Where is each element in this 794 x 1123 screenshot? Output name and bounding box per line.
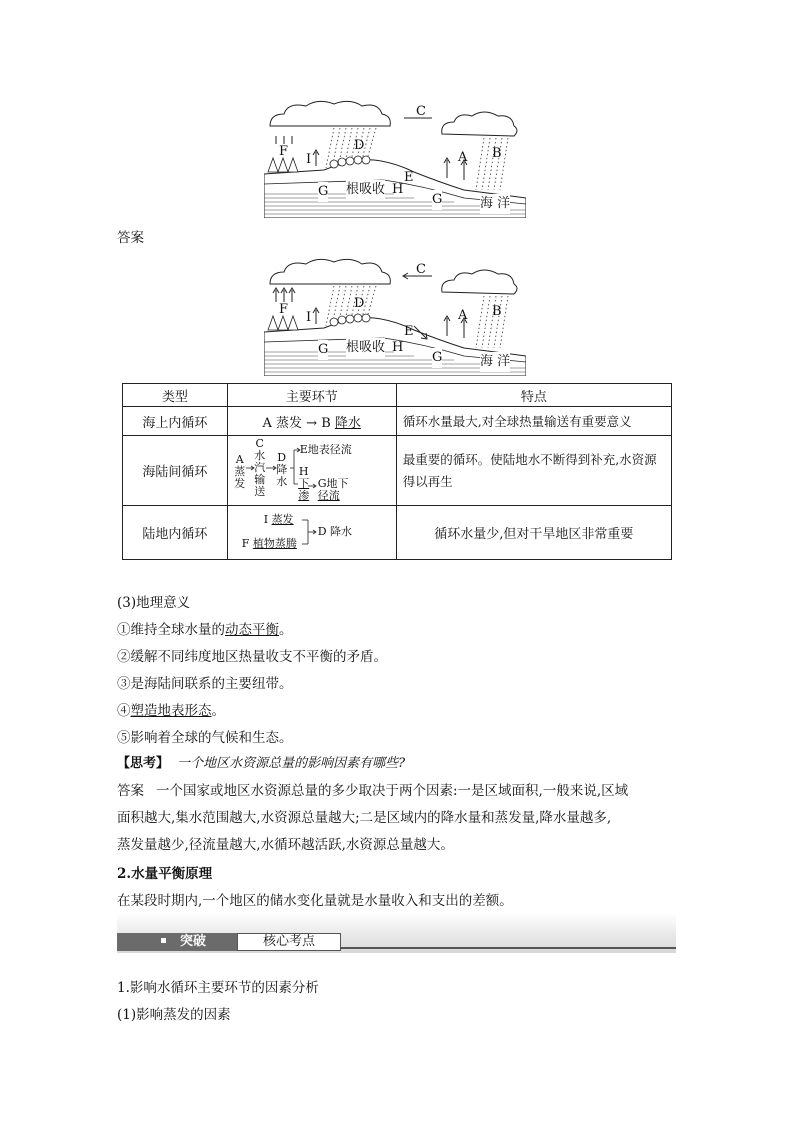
significance-item: ①维持全球水量的动态平衡。 (117, 622, 293, 638)
think-tag: 【思考】 (117, 756, 170, 771)
section-title: 2.水量平衡原理 (117, 866, 213, 882)
ocean-label: 海 洋 (480, 194, 510, 214)
transpiration-f: F 植物蒸腾 (241, 536, 297, 550)
label-e: E (404, 324, 414, 339)
root-absorb-label: 根吸收 (346, 338, 385, 358)
ocean-label: 海 洋 (480, 352, 510, 372)
table-header: 主要环节 (227, 384, 396, 407)
think-answer-label: 答案 (117, 783, 144, 799)
label-h: H (392, 182, 404, 197)
table-row (123, 407, 672, 436)
banner-tag-dark: 突破 (117, 933, 237, 951)
label-e: E (404, 170, 414, 185)
water-cycle-diagram-answer (264, 256, 526, 376)
think-answer-line: 蒸发量越少,径流量越大,水循环越活跃,水资源总量越大。 (117, 837, 454, 853)
label-g2: G (432, 348, 442, 368)
cycle-feature: 最重要的循环。使陆地水不断得到补充,水资源得以再生 (396, 436, 671, 506)
square-bullet-icon (161, 938, 166, 943)
cycle-feature: 循环水量少,但对干旱地区非常重要 (396, 506, 671, 560)
label-g1: G (318, 340, 328, 360)
link-a: A 蒸发 (262, 415, 303, 431)
cycle-type: 海上内循环 (123, 407, 228, 436)
link-b-answer: 降水 (334, 415, 361, 431)
label-i: I (306, 152, 312, 167)
main-links (227, 436, 396, 506)
label-d: D (354, 296, 365, 311)
land-sea-flow (232, 438, 392, 504)
cycle-type: 海陆间循环 (123, 436, 228, 506)
label-c: C (416, 262, 426, 277)
section-text: 在某段时期内,一个地区的储水变化量就是水量收入和支出的差额。 (117, 893, 513, 909)
answer-label: 答案 (117, 230, 144, 246)
root-absorb-label: 根吸收 (346, 180, 385, 200)
water-cycle-table (122, 383, 672, 560)
subsection-title: (1)影响蒸发的因素 (117, 1007, 231, 1023)
banner-tag-light: 核心考点 (237, 933, 341, 951)
table-header: 类型 (123, 384, 228, 407)
evap-a: A 蒸 发 (234, 452, 246, 490)
land-flow (242, 510, 382, 556)
table-row (123, 506, 672, 560)
significance-title: (3)地理意义 (117, 595, 191, 611)
significance-item: ②缓解不同纬度地区热量收支不平衡的矛盾。 (117, 649, 387, 665)
think-answer-line: 面积越大,集水范围越大,水资源总量越大;二是区域内的降水量和蒸发量,降水量越多, (117, 810, 612, 826)
label-g1: G (318, 182, 328, 202)
section-banner (117, 913, 676, 953)
label-b: B (492, 146, 502, 161)
label-i: I (306, 310, 312, 325)
significance-item: ③是海陆间联系的主要纽带。 (117, 676, 293, 692)
precip-d: D 降水 (317, 524, 353, 538)
label-c: C (416, 104, 426, 119)
cycle-feature: 循环水量最大,对全球热量输送有重要意义 (396, 407, 671, 436)
flow-arrows (242, 510, 382, 556)
think-question-text: 一个地区水资源总量的影响因素有哪些? (177, 756, 406, 771)
think-answer-line: 答案 一个国家或地区水资源总量的多少取决于两个因素:一是区域面积,一般来说,区域 (117, 783, 629, 799)
main-links (227, 506, 396, 560)
label-f: F (279, 302, 289, 317)
water-cycle-diagram-question (264, 98, 526, 218)
table-row (123, 436, 672, 506)
evap-i: I 蒸发 (263, 512, 294, 526)
label-a: A (458, 308, 468, 323)
label-a: A (458, 150, 468, 165)
think-question (117, 752, 405, 771)
arrow-right-icon: → (306, 415, 318, 431)
vapor-c: C 水 汽 输 送 (254, 436, 266, 498)
surface-runoff-e: E地表径流 (299, 442, 352, 456)
infiltration-h: H 下 渗 (298, 464, 310, 502)
label-d: D (354, 138, 365, 153)
significance-item: ④塑造地表形态。 (117, 703, 225, 719)
section-title: 1.影响水循环主要环节的因素分析 (117, 980, 319, 996)
precip-d: D 降 水 (276, 450, 288, 488)
table-header: 特点 (396, 384, 671, 407)
label-h: H (392, 340, 404, 355)
significance-item: ⑤影响着全球的气候和生态。 (117, 730, 293, 746)
label-b: B (492, 304, 502, 319)
groundwater-g: G地下 径流 (317, 476, 349, 502)
table-header-row (123, 384, 672, 407)
label-g2: G (432, 190, 442, 210)
label-f: F (279, 144, 289, 159)
cycle-type: 陆地内循环 (123, 506, 228, 560)
main-links (227, 407, 396, 436)
link-b: B (321, 415, 331, 431)
